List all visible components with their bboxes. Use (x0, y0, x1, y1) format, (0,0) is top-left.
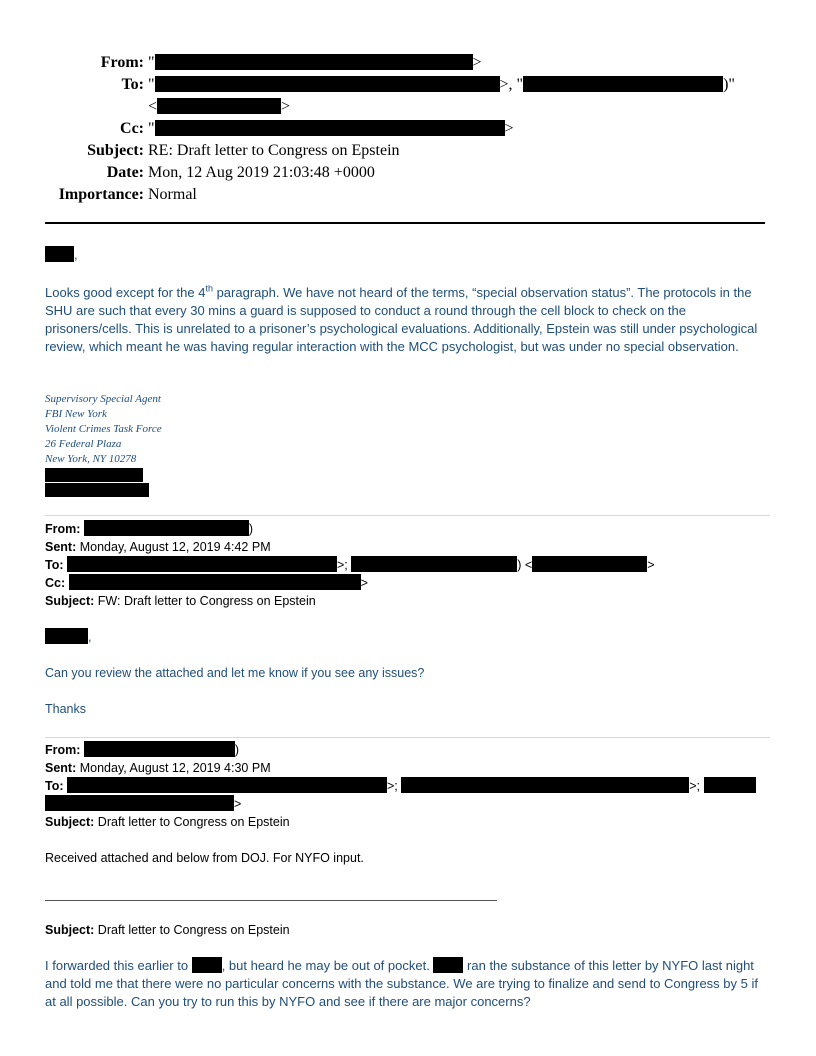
signature-line: FBI New York (45, 408, 107, 420)
msg2-subject-value: FW: Draft letter to Congress on Epstein (97, 594, 316, 608)
signature-line: New York, NY 10278 (45, 453, 137, 465)
msg3-to-cont: > (45, 795, 241, 813)
msg3-subject-value: Draft letter to Congress on Epstein (97, 815, 290, 829)
redaction (69, 574, 361, 590)
msg2-sent-value: Monday, August 12, 2019 4:42 PM (79, 540, 271, 554)
msg2-subject-label: Subject: (45, 594, 95, 608)
reply-text-rest: paragraph. We have not heard of the terms, “special observation status”. The protocols in the SHU are such that every 30 mins a guard is supposed to conduct a round through the cell block to check on the prisoners/cells. This is unrelated to a prisoner’s psychological evaluations. Additionally, Epstein was still under psychological review, which meant he was having regular interaction with the MCC psychologist, but was under no special observation. (45, 285, 758, 354)
signature-line: Violent Crimes Task Force (45, 423, 162, 435)
to-label: To: (121, 76, 144, 93)
msg2-sent (45, 538, 271, 556)
redaction (45, 468, 143, 482)
redaction (157, 98, 281, 114)
redaction (704, 777, 756, 793)
redaction (155, 76, 500, 92)
importance-label: Importance: (58, 186, 144, 203)
redaction (45, 246, 74, 262)
msg3-sent-label: Sent: (45, 761, 77, 775)
redaction (155, 120, 505, 136)
reply-body (45, 284, 770, 356)
cc-value: " > (148, 120, 514, 137)
msg2-sent-label: Sent: (45, 540, 77, 554)
msg2-to-label: To: (45, 558, 64, 572)
redaction (523, 76, 723, 92)
msg3-to-label: To: (45, 779, 64, 793)
date-row (0, 162, 816, 184)
msg4-body-a: I forwarded this earlier to (45, 958, 192, 973)
date-value: Mon, 12 Aug 2019 21:03:48 +0000 (148, 164, 375, 181)
msg3-sent (45, 759, 271, 777)
from-row (0, 52, 816, 74)
header-divider (45, 222, 765, 224)
from-value: " > (148, 54, 482, 71)
msg3-from: From: ) (45, 743, 240, 757)
cc-row (0, 118, 816, 140)
signature-line: 26 Federal Plaza (45, 438, 122, 450)
msg2-from: From: ) (45, 522, 254, 536)
redaction (351, 556, 517, 572)
redaction (84, 520, 249, 536)
cc-label: Cc: (120, 120, 144, 137)
msg2-from-label: From: (45, 522, 81, 536)
subject-value: RE: Draft letter to Congress on Epstein (148, 142, 400, 159)
msg2-greeting: , (45, 628, 91, 646)
msg2-to: To: >; ) < > (45, 558, 655, 572)
reply-text-start: Looks good except for the 4 (45, 285, 206, 300)
msg3-sent-value: Monday, August 12, 2019 4:30 PM (79, 761, 271, 775)
msg2-cc-label: Cc: (45, 576, 66, 590)
msg4-body (45, 957, 770, 1011)
separator-line (45, 900, 497, 901)
to-row (0, 74, 816, 96)
msg4-subject (45, 921, 290, 939)
to-row-cont (0, 96, 816, 118)
redaction (433, 957, 463, 973)
redaction (67, 556, 337, 572)
msg3-from-label: From: (45, 743, 81, 757)
importance-value: Normal (148, 186, 197, 203)
msg2-cc: Cc: > (45, 576, 368, 590)
message-divider (45, 515, 770, 516)
msg3-body: Received attached and below from DOJ. For NYFO input. (45, 851, 364, 865)
reply-sup: th (205, 283, 213, 294)
redaction (192, 957, 222, 973)
msg2-subject (45, 592, 316, 610)
msg2-body: Can you review the attached and let me know if you see any issues? (45, 666, 425, 680)
redaction (155, 54, 473, 70)
msg4-subject-value: Draft letter to Congress on Epstein (97, 923, 290, 937)
msg4-body-c: ran the substance of this letter by NYFO last night and told me that there were no particular concerns with the substance. We are trying to finalize and send to Congress by 5 if at all possible. Can you try to run this by NYFO and see if there are major concerns? (45, 958, 758, 1009)
redaction (45, 628, 88, 644)
to-value: " >, " )" (148, 76, 735, 93)
redaction (532, 556, 647, 572)
to-value-cont: < > (148, 98, 291, 115)
message-divider (45, 737, 770, 738)
redaction (45, 483, 149, 497)
redaction (67, 777, 387, 793)
redaction (45, 795, 234, 811)
date-label: Date: (106, 164, 144, 181)
redaction (84, 741, 235, 757)
signature-block (45, 392, 162, 467)
subject-label: Subject: (87, 142, 144, 159)
msg2-closing: Thanks (45, 702, 86, 716)
signature-line: Supervisory Special Agent (45, 393, 161, 405)
msg3-to: To: >; >; (45, 777, 756, 795)
msg3-subject-label: Subject: (45, 815, 95, 829)
redaction (401, 777, 689, 793)
msg3-subject (45, 813, 290, 831)
greeting: , (45, 246, 770, 264)
importance-row (0, 184, 816, 206)
from-label: From: (100, 54, 144, 71)
subject-row (0, 140, 816, 162)
msg4-subject-label: Subject: (45, 923, 95, 937)
email-header (0, 52, 816, 206)
msg4-body-b: , but heard he may be out of pocket. (221, 958, 434, 973)
